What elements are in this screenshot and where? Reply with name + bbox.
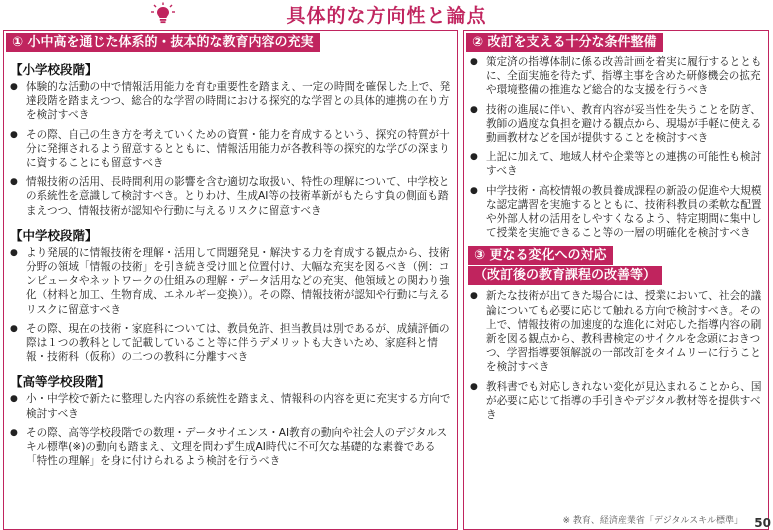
- change-response-header-line1: ③ 更なる変化への対応: [468, 246, 613, 265]
- page-number: 50: [754, 516, 771, 530]
- conditions-header: ② 改訂を支える十分な条件整備: [466, 33, 663, 52]
- list-item: ● 新たな技術が出てきた場合には、授業において、社会的議論についても必要に応じて触れる方向で検討すべき。その上で、情報技術の加速度的な進化に対応した指導内容の刷新を図る観点から、教科書検定のサイクルを念頭におきつつ、学習指導要領解説の一部改訂をタイムリーに行うことを検討すべき: [470, 289, 764, 374]
- list-item: ● その際、自己の生き方を考えていくための資質・能力を育成するという、探究の特質が十分に発揮されるよう留意するとともに、情報活用能力が各教科等の探究的な学びの深まりに資することにも留意すべき: [10, 128, 453, 171]
- junior-high-list: [4, 246, 457, 365]
- footnote: ※ 教育、経済産業省「デジタルスキル標準」: [562, 516, 743, 526]
- list-item: ● その際、現在の技術・家庭科については、教員免許、担当教員は別であるが、成績評価の際は１つの教科として記載していること等に伴うデメリットも大きいため、家庭科と情報・技術科（仮称）の二つの教科に分離すべき: [10, 322, 453, 365]
- left-panel: [3, 30, 458, 530]
- change-response-list: [464, 289, 768, 422]
- change-response-header-line2: （改訂後の教育課程の改善等）: [468, 266, 662, 285]
- conditions-list: [464, 55, 768, 240]
- list-item: ● その際、高等学校段階での数理・データサイエンス・AI教育の動向や社会人のデジタルスキル標準(※)の動向も踏まえ、文理を問わず生成AI時代に不可欠な基礎的な素養である「特性の理解」を身に付けられるよう検討を行うべき: [10, 426, 453, 469]
- right-panel: [463, 30, 769, 530]
- list-item: ● 技術の進展に伴い、教育内容が妥当性を失うことを防ぎ、教師の過度な負担を避ける観点から、現場が手軽に使える動画教材などを国が提供することを検討すべき: [470, 103, 764, 146]
- page-title-bar: [0, 0, 773, 27]
- elementary-list: [4, 80, 457, 218]
- list-item: ● 体験的な活動の中で情報活用能力を育む重要性を踏まえ、一定の時間を確保した上で、発達段階を踏まえつつ、総合的な学習の時間における探究的な学習との具体的連携の在り方を検討すべき: [10, 80, 453, 123]
- stage-heading-high-school: 【高等学校段階】: [10, 374, 111, 390]
- high-school-list: [4, 392, 457, 468]
- list-item: ● 情報技術の活用、長時間利用の影響を含む適切な取扱い、特性の理解について、中学校との系統性を意識して検討すべき。とりわけ、生成AI等の技術革新がもたらす負の側面も踏まえつつ、情報技術が認知や行動に与えるリスクに留意すべき: [10, 175, 453, 218]
- list-item: ● 中学技術・高校情報の教員養成課程の新設の促進や大規模な認定講習を実施するとともに、技術科教員の柔軟な配置や外部人材の活用をしやすくなるよう、特定期間に集中して授業を実施できること等の一層の明確化を検討すべき: [470, 184, 764, 241]
- list-item: ● 小・中学校で新たに整理した内容の系統性を踏まえ、情報科の内容を更に充実する方向で検討すべき: [10, 392, 453, 420]
- left-panel-header: ① 小中高を通じた体系的・抜本的な教育内容の充実: [6, 33, 320, 52]
- list-item: ● 策定済の指導体制に係る改善計画を着実に履行するとともに、全面実施を待たず、指導主事を含めた研修機会の拡充や環境整備の推進など総合的な支援を行うべき: [470, 55, 764, 98]
- stage-heading-elementary: 【小学校段階】: [10, 62, 98, 77]
- stage-heading-junior-high: 【中学校段階】: [10, 227, 98, 243]
- change-response-header: [468, 246, 768, 285]
- list-item: ● より発展的に情報技術を理解・活用して問題発見・解決する力を育成する観点から、技術分野の領域「情報の技術」を引き続き受け皿と位置付け、大幅な充実を図るべき（例：コンピュータやネットワークの仕組みの理解・データ活用などの充実、他領域との関わり強化（材料と加工、生物育成、エネルギー変換））。その際、情報技術が認知や行動に与えるリスクに留意すべき: [10, 246, 453, 317]
- list-item: ● 教科書でも対応しきれない変化が見込まれることから、国が必要に応じて指導の手引きやデジタル教材等を提供すべき: [470, 380, 764, 423]
- list-item: ● 上記に加えて、地域人材や企業等との連携の可能性も検討すべき: [470, 150, 764, 178]
- page-title: 具体的な方向性と論点: [286, 5, 487, 27]
